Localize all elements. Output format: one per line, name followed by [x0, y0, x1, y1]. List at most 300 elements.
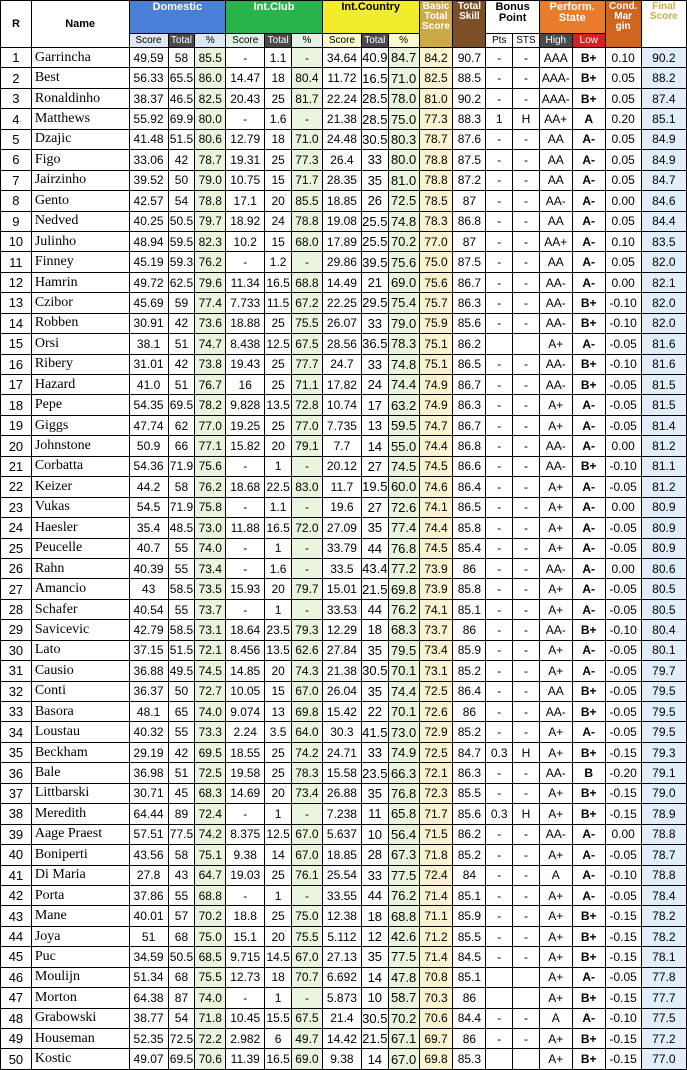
cell-bonus-pts: 0.3 — [486, 804, 513, 824]
cell-club-score: 19.31 — [226, 150, 265, 170]
cell-dom-total: 57 — [168, 906, 195, 926]
cell-club-pct: 71.0 — [292, 129, 323, 149]
cell-rank: 1 — [1, 48, 32, 68]
cell-final-score: 78.8 — [641, 824, 686, 844]
cell-club-score: 19.43 — [226, 354, 265, 374]
cell-club-score: 19.25 — [226, 415, 265, 435]
cell-bonus-sts — [513, 1049, 540, 1069]
cell-club-total: 15 — [265, 231, 292, 251]
cell-club-pct: - — [292, 804, 323, 824]
cell-basic-total-score: 72.9 — [419, 722, 453, 742]
cell-club-pct: 85.5 — [292, 191, 323, 211]
cell-total-skill: 86.2 — [453, 824, 486, 844]
cell-rank: 14 — [1, 313, 32, 333]
cell-bonus-pts: - — [486, 313, 513, 333]
table-row — [1, 1049, 687, 1069]
cell-perform-low: B+ — [572, 88, 605, 108]
cell-country-total: 21.5 — [361, 579, 388, 599]
cell-perform-high: A+ — [539, 967, 572, 987]
cell-country-pct: 74.8 — [388, 211, 419, 231]
cell-perform-low: B+ — [572, 620, 605, 640]
cell-bonus-sts: - — [513, 885, 540, 905]
cell-country-total: 30.5 — [361, 129, 388, 149]
cell-cond-margin: -0.05 — [605, 375, 641, 395]
cell-club-pct: 68.0 — [292, 231, 323, 251]
cell-rank: 45 — [1, 947, 32, 967]
cell-total-skill: 86.2 — [453, 334, 486, 354]
cell-club-score: 20.43 — [226, 88, 265, 108]
cell-rank: 28 — [1, 599, 32, 619]
cell-country-pct: 68.8 — [388, 906, 419, 926]
cell-final-score: 80.9 — [641, 518, 686, 538]
cell-rank: 10 — [1, 231, 32, 251]
cell-dom-total: 51.5 — [168, 129, 195, 149]
cell-club-pct: 67.0 — [292, 824, 323, 844]
cell-total-skill: 85.6 — [453, 804, 486, 824]
cell-basic-total-score: 72.3 — [419, 783, 453, 803]
cell-club-pct: 67.0 — [292, 845, 323, 865]
cell-dom-pct: 64.7 — [195, 865, 226, 885]
cell-club-score: 11.34 — [226, 272, 265, 292]
cell-bonus-sts: - — [513, 231, 540, 251]
cell-bonus-pts: - — [486, 129, 513, 149]
cell-bonus-sts: H — [513, 109, 540, 129]
cell-country-total: 17 — [361, 395, 388, 415]
cell-name: Houseman — [31, 1029, 129, 1049]
cell-final-score: 79.5 — [641, 681, 686, 701]
cell-club-total: 1 — [265, 885, 292, 905]
cell-dom-score: 45.69 — [129, 293, 168, 313]
header-row-groups — [1, 1, 687, 34]
cell-bonus-pts: - — [486, 558, 513, 578]
cell-bonus-pts: - — [486, 293, 513, 313]
cell-country-score: 14.42 — [322, 1029, 361, 1049]
cell-dom-score: 27.8 — [129, 865, 168, 885]
cell-total-skill: 86 — [453, 702, 486, 722]
cell-total-skill: 86.8 — [453, 436, 486, 456]
cell-cond-margin: -0.10 — [605, 865, 641, 885]
cell-basic-total-score: 71.7 — [419, 804, 453, 824]
cell-country-total: 35 — [361, 170, 388, 190]
cell-final-score: 84.4 — [641, 211, 686, 231]
cell-club-total: 6 — [265, 1029, 292, 1049]
cell-cond-margin: -0.05 — [605, 334, 641, 354]
cell-dom-total: 65.5 — [168, 68, 195, 88]
cell-dom-score: 64.44 — [129, 804, 168, 824]
cell-cond-margin: 0.00 — [605, 497, 641, 517]
table-row — [1, 477, 687, 497]
cell-perform-low: A — [572, 109, 605, 129]
cell-club-total: 16.5 — [265, 272, 292, 292]
cell-dom-score: 55.92 — [129, 109, 168, 129]
cell-club-total: 25 — [265, 354, 292, 374]
country-total-header: Total — [361, 34, 388, 48]
cell-country-score: 19.6 — [322, 497, 361, 517]
cell-perform-high: AA- — [539, 436, 572, 456]
cell-name: Boniperti — [31, 845, 129, 865]
cell-perform-high: A+ — [539, 845, 572, 865]
cell-country-total: 33 — [361, 865, 388, 885]
cell-cond-margin: -0.15 — [605, 1049, 641, 1069]
cell-dom-score: 54.5 — [129, 497, 168, 517]
cell-country-total: 28.5 — [361, 88, 388, 108]
cell-dom-total: 66 — [168, 436, 195, 456]
cell-club-total: 25 — [265, 763, 292, 783]
cell-bonus-sts: - — [513, 702, 540, 722]
cell-dom-score: 40.01 — [129, 906, 168, 926]
cell-rank: 46 — [1, 967, 32, 987]
cell-rank: 47 — [1, 988, 32, 1008]
cell-dom-pct: 75.0 — [195, 926, 226, 946]
table-row — [1, 313, 687, 333]
cell-club-score: 18.68 — [226, 477, 265, 497]
cell-dom-pct: 79.6 — [195, 272, 226, 292]
cell-total-skill: 86.7 — [453, 272, 486, 292]
cell-country-score: 21.38 — [322, 109, 361, 129]
cell-club-pct: 73.4 — [292, 783, 323, 803]
cell-bonus-sts: - — [513, 518, 540, 538]
cell-name: Hazard — [31, 375, 129, 395]
cell-basic-total-score: 74.1 — [419, 599, 453, 619]
cell-rank: 25 — [1, 538, 32, 558]
cell-perform-high: AA — [539, 252, 572, 272]
cell-basic-total-score: 75.1 — [419, 354, 453, 374]
cell-club-score: 19.58 — [226, 763, 265, 783]
cell-basic-total-score: 72.5 — [419, 681, 453, 701]
cell-bonus-pts: - — [486, 926, 513, 946]
cell-country-total: 25.5 — [361, 211, 388, 231]
cell-country-total: 27 — [361, 497, 388, 517]
cell-country-pct: 81.0 — [388, 170, 419, 190]
cell-dom-total: 72.5 — [168, 1029, 195, 1049]
cell-dom-total: 55 — [168, 885, 195, 905]
cell-perform-low: B+ — [572, 48, 605, 68]
group-domestic-header: Domestic — [129, 1, 226, 34]
cell-basic-total-score: 74.9 — [419, 395, 453, 415]
cell-total-skill: 86.7 — [453, 375, 486, 395]
cell-country-pct: 76.8 — [388, 783, 419, 803]
cell-bonus-pts: - — [486, 272, 513, 292]
cell-total-skill: 86.5 — [453, 354, 486, 374]
cell-dom-total: 77.5 — [168, 824, 195, 844]
cell-country-score: 5.112 — [322, 926, 361, 946]
cell-club-total: 1 — [265, 988, 292, 1008]
table-row — [1, 88, 687, 108]
cell-final-score: 81.2 — [641, 436, 686, 456]
cell-name: Best — [31, 68, 129, 88]
cell-bonus-pts: - — [486, 763, 513, 783]
country-pct-header: % — [388, 34, 419, 48]
cell-bonus-sts: - — [513, 640, 540, 660]
cell-dom-total: 46.5 — [168, 88, 195, 108]
cell-country-score: 24.48 — [322, 129, 361, 149]
cell-bonus-sts: - — [513, 497, 540, 517]
cell-country-score: 28.35 — [322, 170, 361, 190]
cell-cond-margin: 0.05 — [605, 68, 641, 88]
cell-perform-low: A- — [572, 334, 605, 354]
cell-club-score: 15.93 — [226, 579, 265, 599]
cell-final-score: 78.1 — [641, 947, 686, 967]
cell-country-total: 12 — [361, 926, 388, 946]
cell-club-score: 11.88 — [226, 518, 265, 538]
cell-perform-high: AA- — [539, 456, 572, 476]
cell-dom-total: 42 — [168, 313, 195, 333]
cell-bonus-sts: - — [513, 722, 540, 742]
cell-cond-margin: -0.05 — [605, 518, 641, 538]
cell-rank: 20 — [1, 436, 32, 456]
cell-perform-low: A- — [572, 845, 605, 865]
cell-perform-low: A- — [572, 252, 605, 272]
cell-name: Julinho — [31, 231, 129, 251]
domestic-total-header: Total — [168, 34, 195, 48]
cell-perform-high: A+ — [539, 538, 572, 558]
cell-name: Littbarski — [31, 783, 129, 803]
cell-club-total: 1.6 — [265, 558, 292, 578]
cell-perform-high: A+ — [539, 518, 572, 538]
cell-final-score: 90.2 — [641, 48, 686, 68]
cell-dom-pct: 79.7 — [195, 211, 226, 231]
cell-perform-high: A+ — [539, 804, 572, 824]
cell-bonus-pts: - — [486, 477, 513, 497]
cell-name: Jairzinho — [31, 170, 129, 190]
cell-total-skill: 84.4 — [453, 1008, 486, 1028]
cell-rank: 29 — [1, 620, 32, 640]
cell-bonus-sts: - — [513, 763, 540, 783]
cell-club-pct: 81.7 — [292, 88, 323, 108]
cell-country-pct: 55.0 — [388, 436, 419, 456]
group-perform-state-header: Perform. State — [539, 1, 605, 34]
cell-cond-margin: -0.05 — [605, 538, 641, 558]
cell-bonus-sts: - — [513, 436, 540, 456]
cell-club-pct: 77.0 — [292, 415, 323, 435]
cell-name: Matthews — [31, 109, 129, 129]
cell-club-pct: 67.2 — [292, 293, 323, 313]
col-name-header: Name — [31, 1, 129, 48]
cell-rank: 49 — [1, 1029, 32, 1049]
cell-dom-score: 64.38 — [129, 988, 168, 1008]
bonus-sts-header: STS — [513, 34, 540, 48]
cell-dom-pct: 73.3 — [195, 722, 226, 742]
cell-club-pct: 67.0 — [292, 681, 323, 701]
cell-bonus-pts: - — [486, 436, 513, 456]
cell-club-pct: 75.5 — [292, 926, 323, 946]
cell-bonus-sts: - — [513, 170, 540, 190]
cell-rank: 35 — [1, 742, 32, 762]
cell-basic-total-score: 74.4 — [419, 518, 453, 538]
cell-bonus-pts: - — [486, 415, 513, 435]
cell-club-score: 9.715 — [226, 947, 265, 967]
cell-rank: 23 — [1, 497, 32, 517]
cell-country-score: 26.04 — [322, 681, 361, 701]
cell-perform-high: AA- — [539, 293, 572, 313]
cell-country-total: 41.5 — [361, 722, 388, 742]
cell-country-score: 29.86 — [322, 252, 361, 272]
cell-dom-total: 62.5 — [168, 272, 195, 292]
cell-club-score: - — [226, 599, 265, 619]
cell-dom-total: 65 — [168, 702, 195, 722]
cell-basic-total-score: 74.9 — [419, 375, 453, 395]
cell-basic-total-score: 72.4 — [419, 865, 453, 885]
cell-final-score: 84.6 — [641, 191, 686, 211]
cell-perform-high: AA- — [539, 824, 572, 844]
cell-country-pct: 72.6 — [388, 497, 419, 517]
cell-country-score: 7.7 — [322, 436, 361, 456]
perform-low-header: Low — [572, 34, 605, 48]
cell-country-score: 24.71 — [322, 742, 361, 762]
table-row — [1, 252, 687, 272]
cell-country-score: 21.38 — [322, 661, 361, 681]
cell-club-total: 1.1 — [265, 48, 292, 68]
cell-bonus-sts — [513, 988, 540, 1008]
cell-club-pct: 79.3 — [292, 620, 323, 640]
table-row — [1, 845, 687, 865]
cell-name: Ribery — [31, 354, 129, 374]
cell-country-total: 35 — [361, 640, 388, 660]
cell-country-score: 7.735 — [322, 415, 361, 435]
cell-club-total: 25 — [265, 313, 292, 333]
cell-bonus-pts: - — [486, 947, 513, 967]
cell-club-score: 11.39 — [226, 1049, 265, 1069]
cell-total-skill: 85.1 — [453, 967, 486, 987]
cell-country-score: 26.4 — [322, 150, 361, 170]
cell-rank: 9 — [1, 211, 32, 231]
cell-country-pct: 77.4 — [388, 518, 419, 538]
cell-dom-pct: 82.3 — [195, 231, 226, 251]
cell-final-score: 78.4 — [641, 885, 686, 905]
cell-dom-pct: 73.7 — [195, 599, 226, 619]
cell-total-skill: 90.2 — [453, 88, 486, 108]
cell-perform-high: A+ — [539, 477, 572, 497]
cell-total-skill: 86.7 — [453, 415, 486, 435]
cell-name: Puc — [31, 947, 129, 967]
cell-final-score: 77.0 — [641, 1049, 686, 1069]
cell-bonus-pts: - — [486, 395, 513, 415]
cell-rank: 37 — [1, 783, 32, 803]
cell-country-score: 17.89 — [322, 231, 361, 251]
cell-perform-high: AA- — [539, 191, 572, 211]
cell-perform-low: A- — [572, 599, 605, 619]
cell-basic-total-score: 73.4 — [419, 640, 453, 660]
cell-club-pct: 77.7 — [292, 354, 323, 374]
cell-club-pct: - — [292, 885, 323, 905]
cell-country-pct: 80.0 — [388, 150, 419, 170]
cell-country-pct: 42.6 — [388, 926, 419, 946]
cell-dom-score: 48.1 — [129, 702, 168, 722]
cell-bonus-sts: - — [513, 906, 540, 926]
cell-bonus-pts: - — [486, 722, 513, 742]
cell-country-score: 18.85 — [322, 845, 361, 865]
cell-club-score: 18.88 — [226, 313, 265, 333]
cell-basic-total-score: 74.1 — [419, 497, 453, 517]
cell-final-score: 84.7 — [641, 170, 686, 190]
cell-perform-high: AA — [539, 211, 572, 231]
cell-perform-low: A- — [572, 415, 605, 435]
cell-cond-margin: 0.05 — [605, 170, 641, 190]
cell-total-skill: 85.2 — [453, 722, 486, 742]
cell-rank: 15 — [1, 334, 32, 354]
cell-cond-margin: -0.15 — [605, 804, 641, 824]
cell-club-score: 18.8 — [226, 906, 265, 926]
cell-country-score: 10.74 — [322, 395, 361, 415]
cell-country-total: 24 — [361, 375, 388, 395]
cell-club-pct: - — [292, 48, 323, 68]
cell-perform-low: A- — [572, 558, 605, 578]
cell-club-score: - — [226, 252, 265, 272]
cell-perform-low: B+ — [572, 313, 605, 333]
cell-club-total: 12.5 — [265, 824, 292, 844]
cell-perform-high: AAA- — [539, 88, 572, 108]
cell-total-skill: 86 — [453, 558, 486, 578]
cell-country-total: 43.4 — [361, 558, 388, 578]
cell-name: Corbatta — [31, 456, 129, 476]
cell-perform-low: A- — [572, 824, 605, 844]
cell-rank: 30 — [1, 640, 32, 660]
cell-country-score: 33.5 — [322, 558, 361, 578]
cell-total-skill: 90.7 — [453, 48, 486, 68]
cell-club-total: 1 — [265, 538, 292, 558]
cell-club-score: 16 — [226, 375, 265, 395]
cell-country-score: 21.4 — [322, 1008, 361, 1028]
cell-name: Amancio — [31, 579, 129, 599]
cell-cond-margin: -0.15 — [605, 783, 641, 803]
cell-rank: 24 — [1, 518, 32, 538]
cell-club-total: 24 — [265, 211, 292, 231]
table-row — [1, 211, 687, 231]
cell-final-score: 80.5 — [641, 579, 686, 599]
cell-country-pct: 78.3 — [388, 334, 419, 354]
cell-total-skill: 87 — [453, 231, 486, 251]
cell-country-score: 28.56 — [322, 334, 361, 354]
cell-country-score: 26.07 — [322, 313, 361, 333]
cell-dom-score: 51 — [129, 926, 168, 946]
cell-club-score: 9.38 — [226, 845, 265, 865]
cell-country-score: 27.84 — [322, 640, 361, 660]
cell-bonus-pts: - — [486, 211, 513, 231]
cell-country-score: 25.54 — [322, 865, 361, 885]
cell-basic-total-score: 73.1 — [419, 661, 453, 681]
cell-dom-pct: 73.6 — [195, 313, 226, 333]
cell-club-total: 18 — [265, 129, 292, 149]
cell-country-total: 11 — [361, 804, 388, 824]
cell-rank: 18 — [1, 395, 32, 415]
cell-dom-pct: 72.7 — [195, 681, 226, 701]
cell-dom-pct: 68.5 — [195, 947, 226, 967]
cell-dom-score: 33.06 — [129, 150, 168, 170]
cell-basic-total-score: 71.5 — [419, 824, 453, 844]
cell-rank: 4 — [1, 109, 32, 129]
cell-club-score: - — [226, 804, 265, 824]
cell-final-score: 83.5 — [641, 231, 686, 251]
cell-final-score: 80.6 — [641, 558, 686, 578]
cell-club-total: 20 — [265, 579, 292, 599]
cell-final-score: 88.2 — [641, 68, 686, 88]
cell-dom-pct: 70.2 — [195, 906, 226, 926]
cell-club-pct: - — [292, 988, 323, 1008]
cell-cond-margin: -0.05 — [605, 599, 641, 619]
cell-final-score: 81.2 — [641, 477, 686, 497]
cell-country-score: 7.238 — [322, 804, 361, 824]
cell-club-score: 15.82 — [226, 436, 265, 456]
cell-rank: 17 — [1, 375, 32, 395]
cell-basic-total-score: 72.5 — [419, 742, 453, 762]
cell-country-pct: 76.2 — [388, 885, 419, 905]
cell-bonus-pts: - — [486, 518, 513, 538]
cell-bonus-sts: - — [513, 558, 540, 578]
cell-dom-pct: 78.2 — [195, 395, 226, 415]
cell-basic-total-score: 74.6 — [419, 477, 453, 497]
cell-dom-score: 49.72 — [129, 272, 168, 292]
cell-country-pct: 78.0 — [388, 88, 419, 108]
